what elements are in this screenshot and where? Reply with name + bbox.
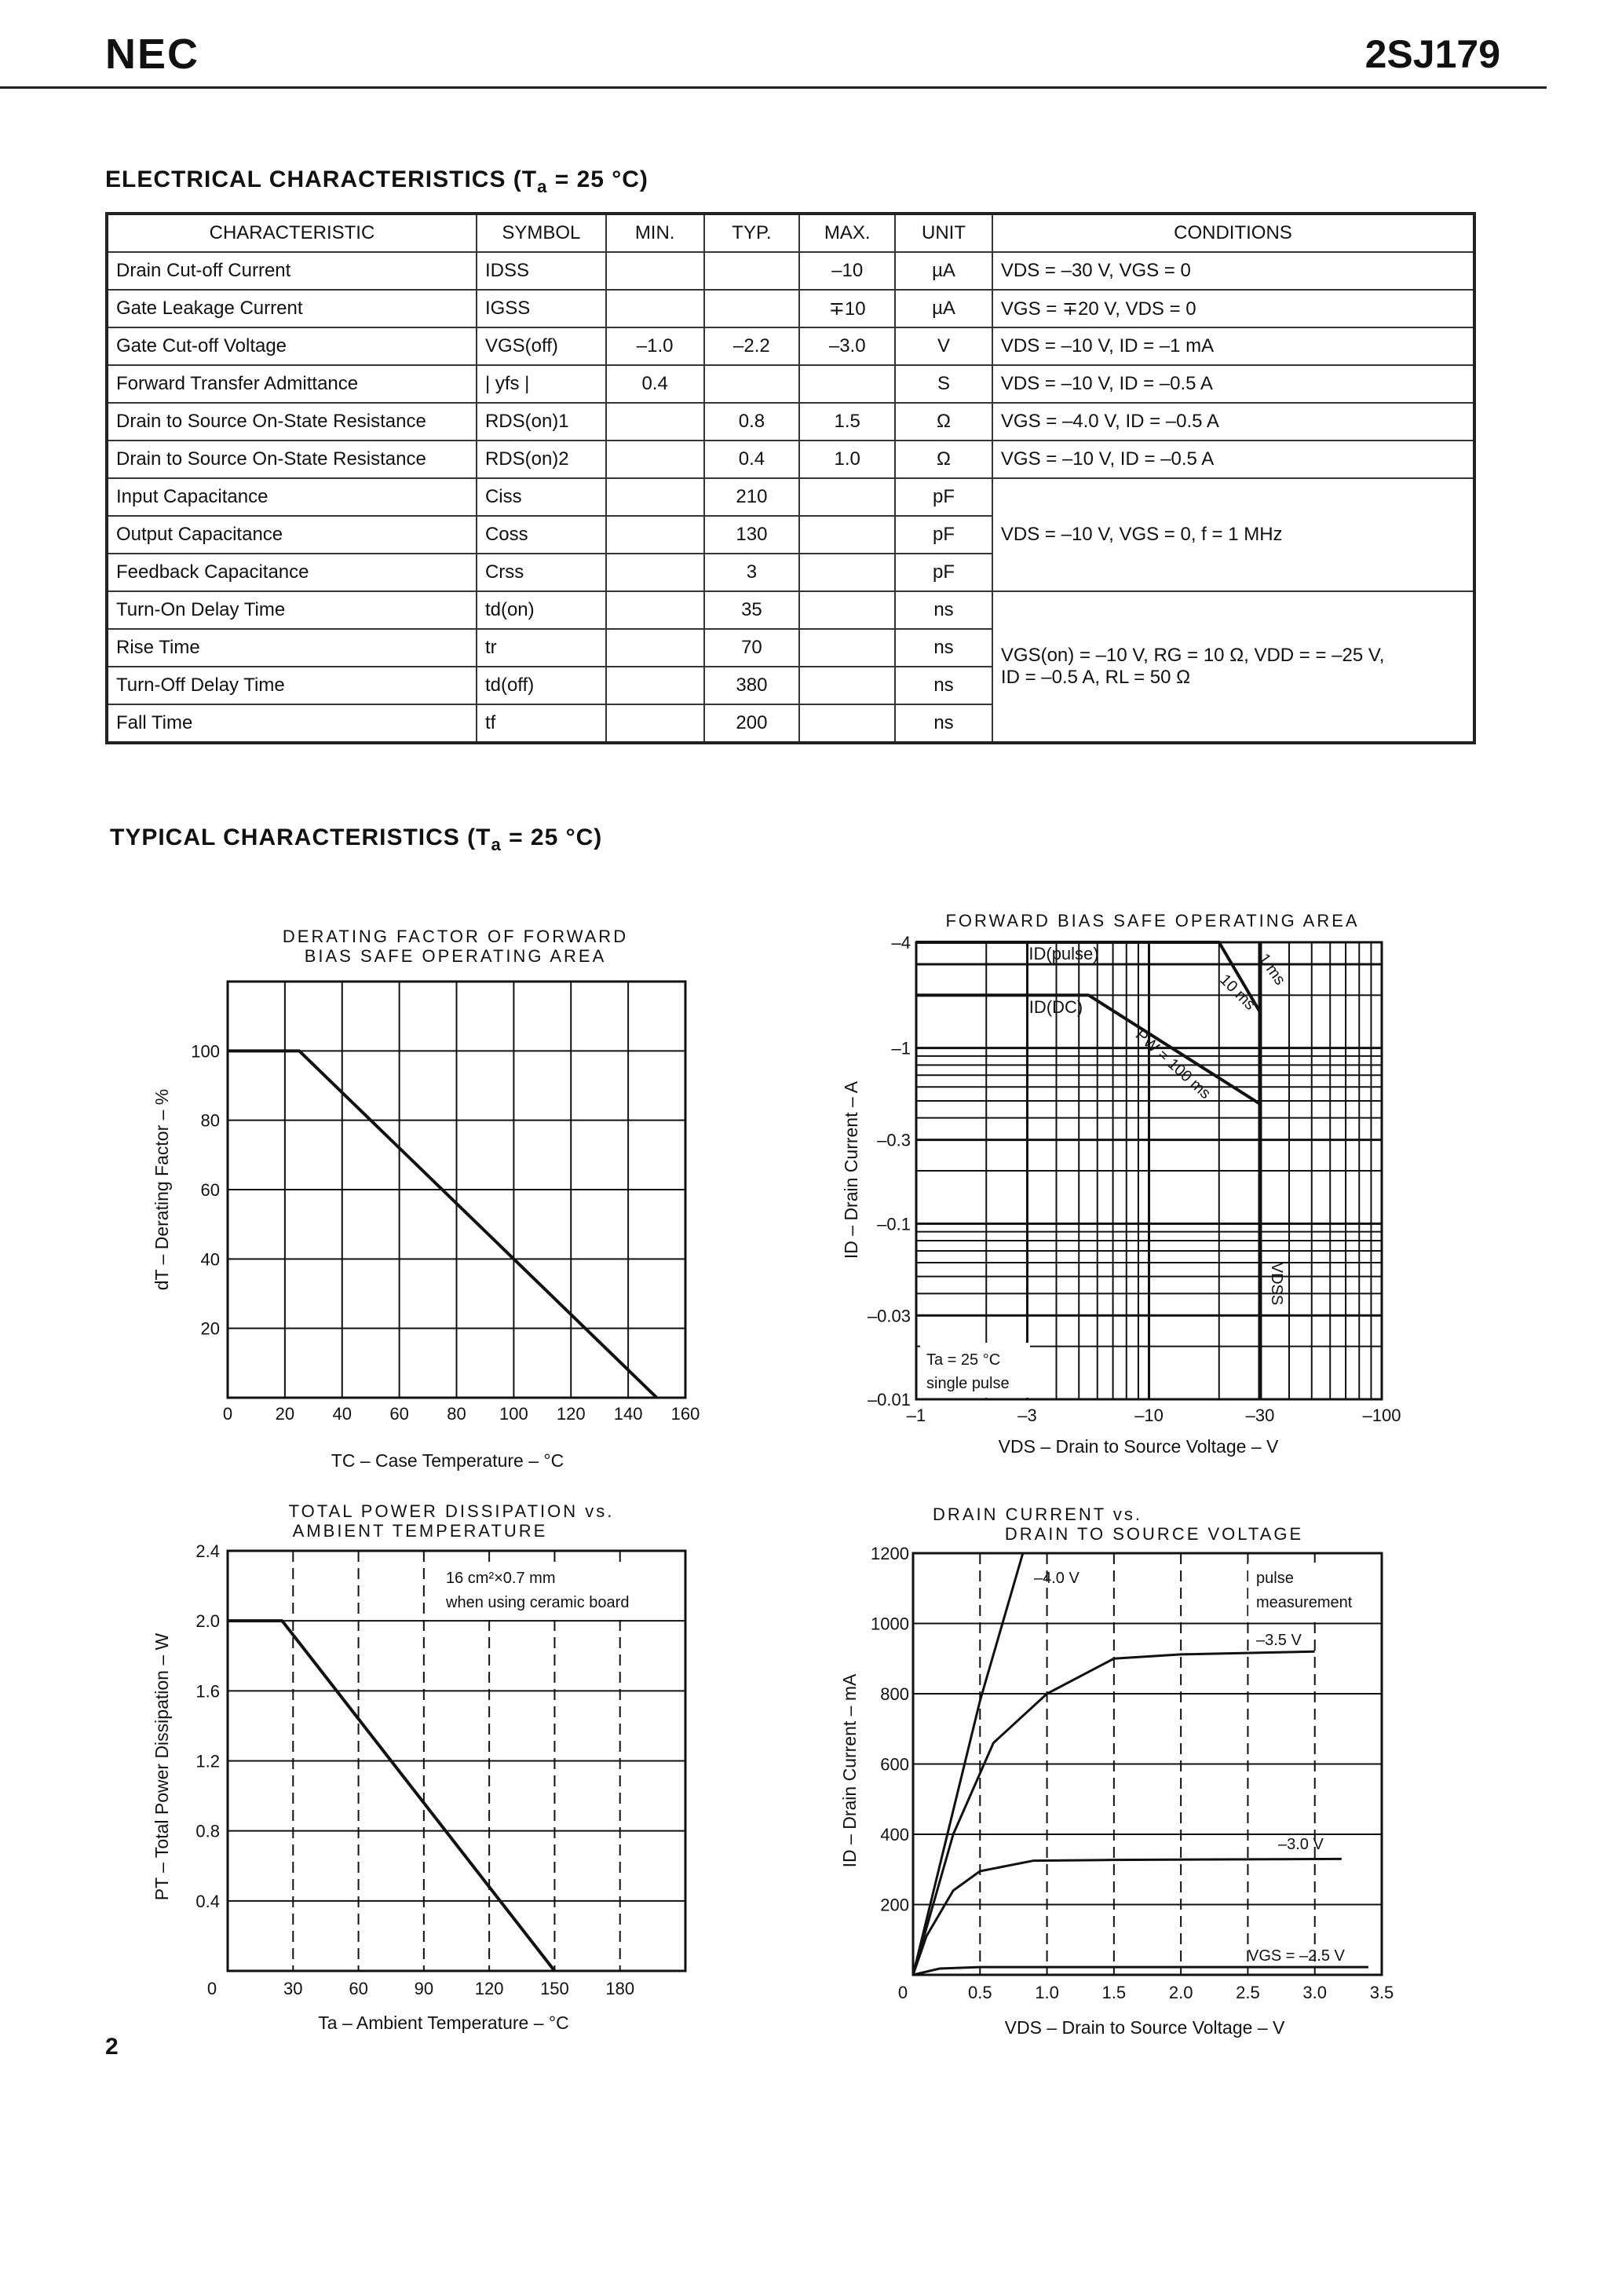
cell-typ: 200	[704, 704, 800, 743]
col-characteristic: CHARACTERISTIC	[107, 214, 477, 252]
cell-max: 1.5	[799, 403, 895, 441]
cell-unit: Ω	[895, 403, 992, 441]
cell-max: –10	[799, 252, 895, 290]
cell-unit: pF	[895, 554, 992, 591]
cell-max: 1.0	[799, 441, 895, 478]
typical-cond-prefix: (T	[467, 824, 491, 850]
chart2-y-tick: –0.03	[867, 1306, 911, 1326]
chart3-annotation-line2: when using ceramic board	[446, 1594, 630, 1611]
cell-max: –3.0	[799, 327, 895, 365]
col-unit: UNIT	[895, 214, 992, 252]
chart4-ylabel: ID – Drain Current – mA	[839, 1673, 860, 1868]
cell-unit: ns	[895, 629, 992, 667]
chart1-title-line2: BIAS SAFE OPERATING AREA	[304, 946, 607, 966]
cell-characteristic: Forward Transfer Admittance	[107, 365, 477, 403]
cell-symbol: RDS(on)1	[477, 403, 606, 441]
cell-typ: 210	[704, 478, 800, 516]
chart1-y-tick: 60	[200, 1180, 220, 1200]
cell-conditions: VGS = –4.0 V, ID = –0.5 A	[992, 403, 1474, 441]
chart3-y-tick: 0.4	[195, 1891, 220, 1911]
cell-unit: V	[895, 327, 992, 365]
chart3-title-line1: TOTAL POWER DISSIPATION vs.	[288, 1501, 615, 1521]
chart2-xlabel: VDS – Drain to Source Voltage – V	[998, 1436, 1279, 1457]
cell-typ: 380	[704, 667, 800, 704]
cell-unit: Ω	[895, 441, 992, 478]
chart2-label-1ms: 1 ms	[1255, 950, 1289, 989]
chart1-ylabel: dT – Derating Factor – %	[152, 1088, 172, 1291]
cell-symbol: IGSS	[477, 290, 606, 327]
chart2-ylabel: ID – Drain Current – A	[841, 1080, 861, 1260]
chart2-y-tick: –0.1	[877, 1214, 911, 1234]
chart4-y-tick: 1000	[871, 1614, 909, 1634]
chart2-label-id-dc: ID(DC)	[1028, 997, 1083, 1017]
cell-conditions: VDS = –10 V, ID = –1 mA	[992, 327, 1474, 365]
cell-characteristic: Feedback Capacitance	[107, 554, 477, 591]
col-symbol: SYMBOL	[477, 214, 606, 252]
cell-max: ∓10	[799, 290, 895, 327]
chart4-y-tick: 600	[880, 1754, 909, 1775]
cell-symbol: Coss	[477, 516, 606, 554]
cell-characteristic: Drain Cut-off Current	[107, 252, 477, 290]
chart4-x-tick: 0	[897, 1983, 908, 2002]
chart1-title-line1: DERATING FACTOR OF FORWARD	[282, 927, 629, 946]
chart4-x-tick: 0.5	[967, 1983, 992, 2002]
col-max: MAX.	[799, 214, 895, 252]
chart1-x-tick: 60	[389, 1404, 409, 1424]
cell-characteristic: Drain to Source On-State Resistance	[107, 403, 477, 441]
chart3-x-tick: 60	[349, 1979, 368, 1998]
cell-conditions: VGS = ∓20 V, VDS = 0	[992, 290, 1474, 327]
cell-min: 0.4	[606, 365, 704, 403]
chart3-x-tick: 150	[540, 1979, 569, 1998]
cell-unit: ns	[895, 667, 992, 704]
page-number: 2	[105, 2034, 119, 2060]
chart4-y-tick: 400	[880, 1825, 909, 1844]
cell-conditions: VDS = –10 V, ID = –0.5 A	[992, 365, 1474, 403]
cell-unit: µA	[895, 290, 992, 327]
chart4-y-tick: 800	[880, 1684, 909, 1704]
chart3-ylabel: PT – Total Power Dissipation – W	[152, 1632, 172, 1901]
chart2-title: FORWARD BIAS SAFE OPERATING AREA	[945, 911, 1360, 930]
cell-symbol: td(on)	[477, 591, 606, 629]
cell-symbol: Ciss	[477, 478, 606, 516]
cell-unit: ns	[895, 704, 992, 743]
cell-characteristic: Rise Time	[107, 629, 477, 667]
chart1-x-tick: 40	[332, 1404, 352, 1424]
chart1-x-tick: 120	[556, 1404, 586, 1424]
cell-characteristic: Turn-On Delay Time	[107, 591, 477, 629]
cell-characteristic: Output Capacitance	[107, 516, 477, 554]
cell-symbol: td(off)	[477, 667, 606, 704]
cell-characteristic: Turn-Off Delay Time	[107, 667, 477, 704]
cell-unit: pF	[895, 478, 992, 516]
chart3-y-tick: 1.2	[195, 1751, 220, 1771]
col-typ: TYP.	[704, 214, 800, 252]
chart2-label-10ms: 10 ms	[1216, 971, 1259, 1014]
col-min: MIN.	[606, 214, 704, 252]
electrical-cond-suffix: = 25 °C)	[547, 166, 648, 192]
chart1-x-tick: 0	[222, 1404, 233, 1424]
chart1-x-tick: 20	[275, 1404, 295, 1424]
cell-characteristic: Input Capacitance	[107, 478, 477, 516]
cell-symbol: IDSS	[477, 252, 606, 290]
chart4-x-tick: 1.0	[1035, 1983, 1059, 2002]
electrical-cond-prefix: (T	[513, 166, 538, 192]
chart4-note-line1: pulse	[1256, 1570, 1294, 1587]
chart3-y-tick: 0.8	[195, 1821, 220, 1841]
chart2-y-tick: –4	[891, 933, 911, 952]
cell-typ: 70	[704, 629, 800, 667]
chart3-series-pt	[228, 1621, 554, 1971]
cell-characteristic: Gate Leakage Current	[107, 290, 477, 327]
chart3-x-tick: 120	[474, 1979, 504, 1998]
chart1-y-tick: 20	[200, 1318, 220, 1339]
chart2-x-tick: –30	[1245, 1406, 1275, 1425]
cell-conditions-capacitance: VDS = –10 V, VGS = 0, f = 1 MHz	[992, 478, 1474, 591]
electrical-title: ELECTRICAL CHARACTERISTICS	[105, 166, 506, 192]
chart3-x-tick: 180	[605, 1979, 635, 1998]
chart1-x-tick: 80	[447, 1404, 466, 1424]
typical-cond-suffix: = 25 °C)	[501, 824, 603, 850]
chart1-y-tick: 80	[200, 1110, 220, 1131]
chart3-x-tick: 0	[206, 1979, 217, 1998]
cell-symbol: tr	[477, 629, 606, 667]
chart2-y-tick: –1	[891, 1038, 911, 1058]
cell-typ: –2.2	[704, 327, 800, 365]
cell-unit: µA	[895, 252, 992, 290]
cell-symbol: | yfs |	[477, 365, 606, 403]
cell-unit: ns	[895, 591, 992, 629]
chart1-x-tick: 100	[499, 1404, 528, 1424]
chart3-x-tick: 90	[414, 1979, 434, 1998]
chart2-label-vdss: VDSS	[1268, 1262, 1285, 1306]
chart2-x-tick: –3	[1017, 1406, 1037, 1425]
chart4-y-tick: 200	[880, 1895, 909, 1915]
cell-conditions: VGS = –10 V, ID = –0.5 A	[992, 441, 1474, 478]
chart2-y-tick: –0.01	[867, 1390, 911, 1409]
chart3-annotation-line1: 16 cm²×0.7 mm	[446, 1570, 556, 1587]
chart2-x-tick: –100	[1362, 1406, 1401, 1425]
chart3-y-tick: 2.0	[195, 1611, 220, 1632]
chart4-x-tick: 2.5	[1236, 1983, 1260, 2002]
chart2-label-100ms: PW = 100 ms	[1131, 1026, 1215, 1103]
chart2-note-line2: single pulse	[926, 1375, 1010, 1392]
chart4-title-line1: DRAIN CURRENT vs.	[933, 1504, 1142, 1524]
chart4-title-line2: DRAIN TO SOURCE VOLTAGE	[1004, 1524, 1304, 1544]
cell-symbol: RDS(on)2	[477, 441, 606, 478]
chart4-x-tick: 1.5	[1101, 1983, 1127, 2002]
chart4-label-35v: –3.5 V	[1256, 1632, 1302, 1649]
cell-characteristic: Fall Time	[107, 704, 477, 743]
chart2-note-line1: Ta = 25 °C	[926, 1351, 1001, 1369]
typical-cond-sub: a	[491, 835, 502, 854]
chart1-series-derating	[228, 1051, 657, 1398]
cell-symbol: Crss	[477, 554, 606, 591]
cell-characteristic: Drain to Source On-State Resistance	[107, 441, 477, 478]
chart1-x-tick: 160	[670, 1404, 700, 1424]
chart2-label-id-pulse: ID(pulse)	[1028, 944, 1099, 963]
cell-unit: pF	[895, 516, 992, 554]
switching-cond-line1: VGS(on) = –10 V, RG = 10 Ω, VDD = = –25 V,	[1000, 645, 1385, 666]
chart3-y-tick: 1.6	[195, 1681, 220, 1702]
cell-symbol: VGS(off)	[477, 327, 606, 365]
typical-title: TYPICAL CHARACTERISTICS	[110, 824, 460, 850]
electrical-cond-sub: a	[537, 177, 548, 196]
chart2-y-tick: –0.3	[877, 1130, 911, 1150]
chart2-x-tick: –1	[906, 1406, 926, 1425]
cell-typ: 35	[704, 591, 800, 629]
chart3-title-line2: AMBIENT TEMPERATURE	[292, 1521, 548, 1541]
chart4-x-tick: 3.0	[1302, 1983, 1328, 2002]
chart4-label-25v: VGS = –2.5 V	[1248, 1947, 1345, 1965]
chart1-x-tick: 140	[613, 1404, 643, 1424]
brand-logo: NEC	[105, 31, 200, 78]
chart4-y-tick: 1200	[871, 1544, 909, 1563]
chart1-y-tick: 40	[200, 1249, 220, 1270]
chart1-xlabel: TC – Case Temperature – °C	[331, 1450, 564, 1471]
cell-typ: 130	[704, 516, 800, 554]
chart4-label-4v: –4.0 V	[1034, 1570, 1080, 1587]
chart3-x-tick: 30	[283, 1979, 303, 1998]
chart4-note-line2: measurement	[1256, 1594, 1353, 1611]
col-conditions: CONDITIONS	[992, 214, 1474, 252]
chart4-label-3v: –3.0 V	[1278, 1836, 1324, 1853]
chart2-x-tick: –10	[1134, 1406, 1164, 1425]
cell-symbol: tf	[477, 704, 606, 743]
chart4-x-tick: 2.0	[1168, 1983, 1193, 2002]
chart4-xlabel: VDS – Drain to Source Voltage – V	[1004, 2017, 1285, 2038]
chart4-x-tick: 3.5	[1369, 1983, 1394, 2002]
cell-unit: S	[895, 365, 992, 403]
cell-typ: 0.8	[704, 403, 800, 441]
chart3-y-tick: 2.4	[195, 1541, 220, 1561]
cell-min: –1.0	[606, 327, 704, 365]
chart1-y-tick: 100	[191, 1041, 220, 1062]
cell-conditions: VDS = –30 V, VGS = 0	[992, 252, 1474, 290]
part-number: 2SJ179	[1364, 32, 1500, 76]
cell-typ: 0.4	[704, 441, 800, 478]
switching-cond-line2: ID = –0.5 A, RL = 50 Ω	[1000, 667, 1191, 688]
chart3-xlabel: Ta – Ambient Temperature – °C	[318, 2013, 569, 2033]
cell-typ: 3	[704, 554, 800, 591]
cell-characteristic: Gate Cut-off Voltage	[107, 327, 477, 365]
